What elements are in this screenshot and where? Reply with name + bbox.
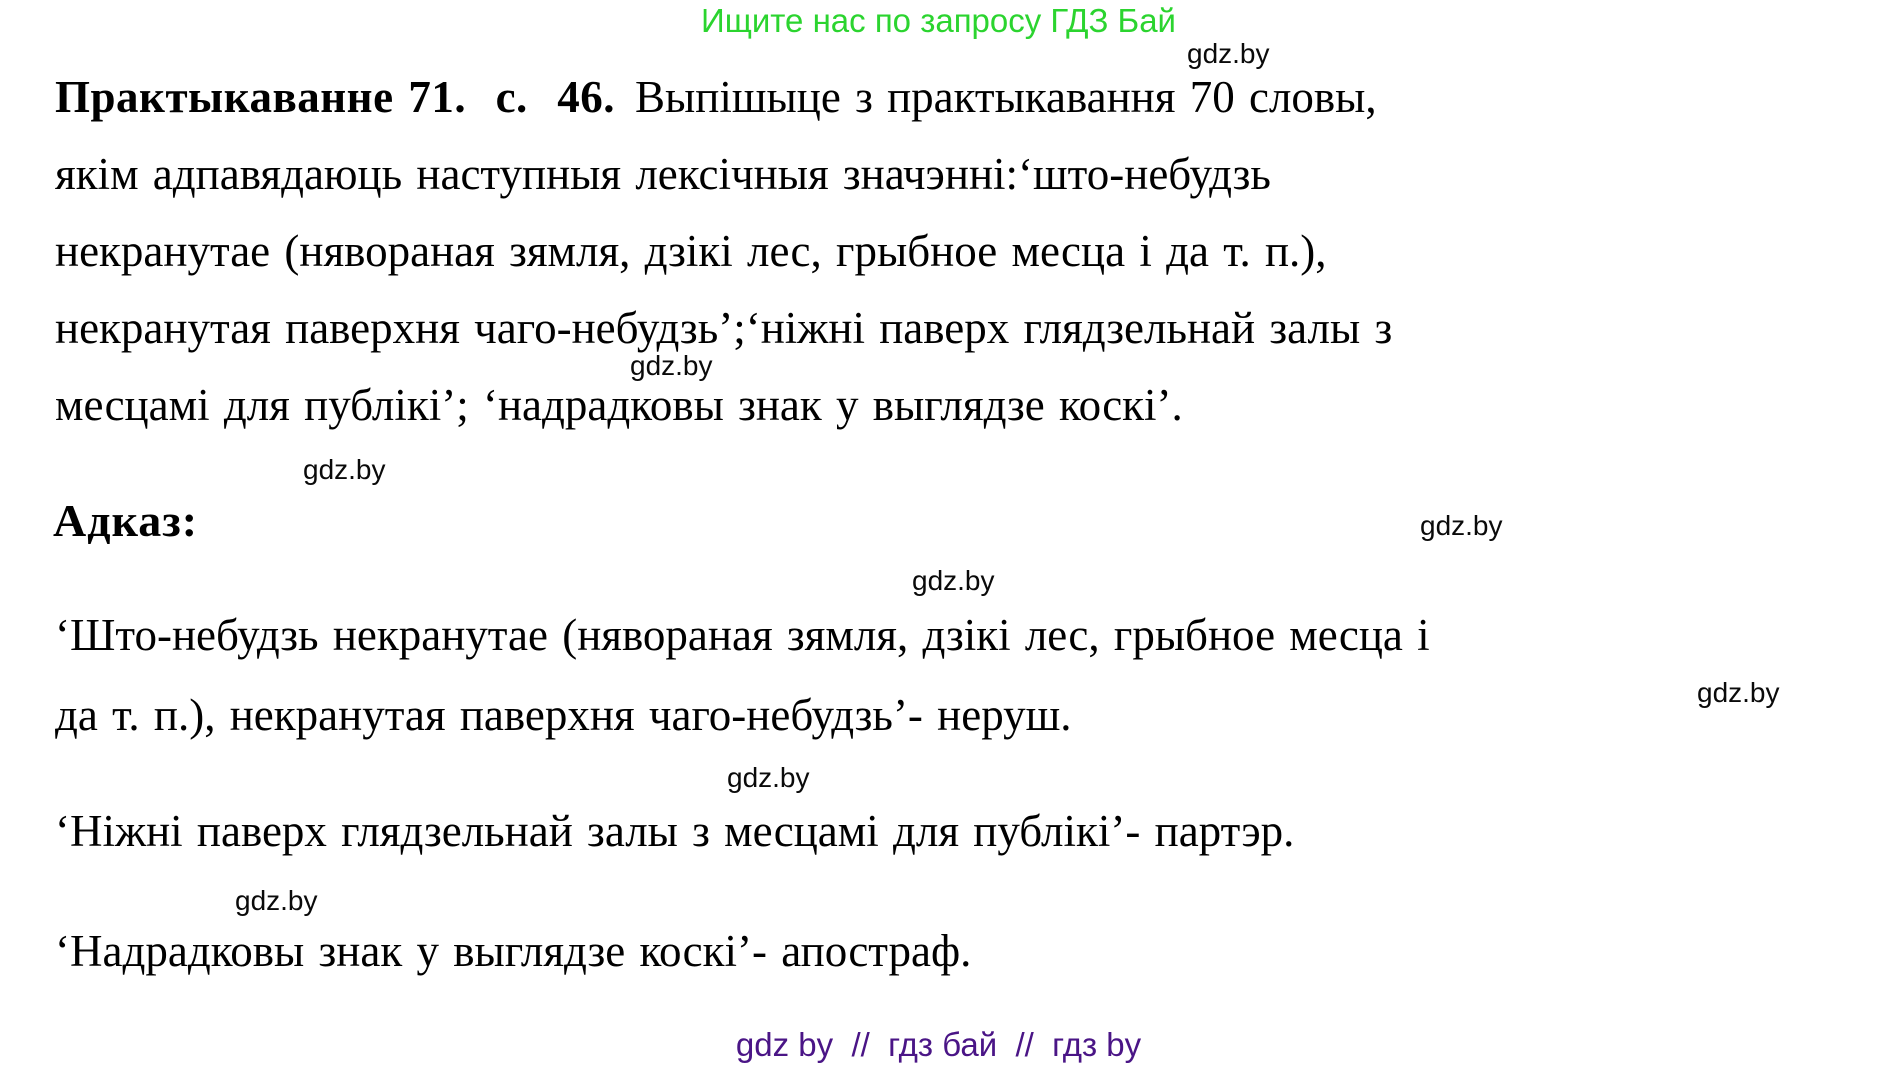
exercise-line-5: месцамі для публікі’; ‘надрадковы знак у выглядзе коскі’.: [55, 380, 1183, 430]
exercise-line-4: некранутая паверхня чаго-небудзь’;‘ніжні паверх глядзельнай залы з: [55, 303, 1393, 353]
gdz-watermark: gdz.by: [1697, 677, 1780, 708]
exercise-number-title: Практыкаванне 71. с. 46.: [55, 72, 616, 122]
answer-line-3: ‘Ніжні паверх глядзельнай залы з месцамі для публікі’- партэр.: [55, 806, 1295, 856]
gdz-watermark: gdz.by: [912, 565, 995, 596]
gdz-watermark: gdz.by: [235, 885, 318, 916]
exercise-task-text: Выпішыце з практыкавання 70 словы,: [635, 72, 1377, 122]
exercise-line-1: [55, 72, 1377, 124]
exercise-line-2: якім адпавядаюць наступныя лексічныя значэнні:‘што-небудзь: [55, 149, 1271, 199]
answer-line-4: ‘Надрадковы знак у выглядзе коскі’- апостраф.: [55, 926, 972, 976]
footer-site-tags: gdz by // гдз бай // гдз by: [735, 1026, 1142, 1063]
answer-line-1: ‘Што-небудзь некранутае (нявораная зямля, дзікі лес, грыбное месца і: [55, 610, 1430, 660]
gdz-watermark: gdz.by: [1187, 38, 1270, 69]
gdz-watermark: gdz.by: [727, 762, 810, 793]
answer-heading: Адказ:: [53, 495, 199, 546]
gdz-watermark: gdz.by: [630, 350, 713, 381]
promo-banner-text: Ищите нас по запросу ГДЗ Бай: [701, 2, 1176, 39]
exercise-line-3: некранутае (нявораная зямля, дзікі лес, грыбное месца і да т. п.),: [55, 226, 1327, 276]
gdz-watermark: gdz.by: [1420, 510, 1503, 541]
gdz-watermark: gdz.by: [303, 454, 386, 485]
answer-line-2: да т. п.), некранутая паверхня чаго-небудзь’- неруш.: [55, 690, 1072, 740]
